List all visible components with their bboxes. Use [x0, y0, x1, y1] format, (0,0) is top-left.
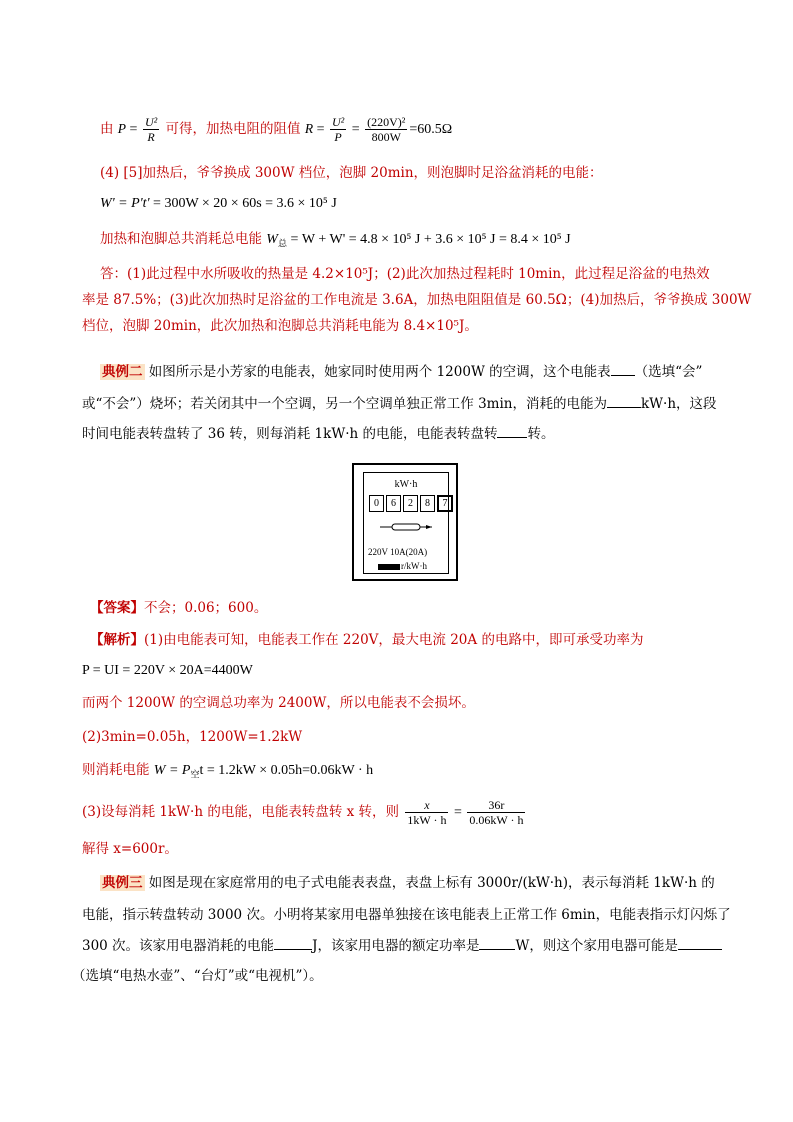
- example-2-line-1: [100, 361, 733, 382]
- analysis-line-5: [82, 760, 733, 785]
- rhs: = 300W × 20 × 60s = 3.6 × 10⁵ J: [153, 196, 337, 211]
- formula-resistance-line: [100, 112, 733, 146]
- text: 或“不会”）烧坏；若关闭其中一个空调，另一个空调单独正常工作 3min，消耗的电能为: [82, 396, 607, 412]
- numerator: (220V)²: [367, 115, 406, 129]
- meter-digit-decimal: 7: [437, 495, 453, 512]
- meter-digit: 6: [386, 495, 401, 512]
- analysis-line-6: [82, 794, 733, 830]
- subscript: 空: [190, 769, 200, 780]
- equals: =: [126, 122, 141, 137]
- numerator: U²: [144, 115, 158, 129]
- meter-digit: 0: [369, 495, 384, 512]
- meter-digit: 8: [420, 495, 435, 512]
- meter-spec: 220V 10A(20A): [368, 547, 428, 557]
- analysis-line-4: (2)3min=0.05h，1200W=1.2kW: [82, 729, 303, 745]
- answer-blank[interactable]: [479, 935, 515, 950]
- denominator: 0.06kW · h: [469, 813, 524, 827]
- var-r: R: [304, 121, 314, 136]
- text: J，该家用电器的额定功率是: [312, 938, 480, 954]
- example-3-line-1: [100, 873, 733, 893]
- fraction-values: [365, 115, 407, 144]
- total-energy-line: [100, 229, 733, 254]
- energy-equation-line: [100, 194, 733, 214]
- meter-digits: [369, 495, 455, 512]
- answer-label-line: [90, 598, 733, 618]
- answer-line-2: 率是 87.5%；(3)此次加热时足浴盆的工作电流是 3.6A，加热电阻阻值是 60.5Ω；(4)加热后，爷爷换成 300W: [82, 292, 752, 308]
- rev-unit: r/kW·h: [401, 561, 427, 571]
- formula: t = 1.2kW × 0.05h=0.06kW · h: [199, 763, 374, 778]
- analysis-line-3: 而两个 1200W 的空调总功率为 2400W，所以电能表不会损坏。: [82, 695, 475, 711]
- meter-unit-label: kW·h: [394, 479, 418, 490]
- fraction-36r: [467, 798, 525, 827]
- analysis-line-1: [90, 630, 733, 650]
- fraction-x: [405, 798, 448, 827]
- text: 转。: [527, 426, 555, 442]
- example-2-line-3: [82, 423, 733, 444]
- example-3-line-3: [82, 935, 733, 956]
- answer-blank[interactable]: [607, 393, 641, 408]
- text: (1)由电能表可知，电能表工作在 220V，最大电流 20A 的电路中，即可承受功率为: [144, 632, 644, 648]
- example-badge: 典例三: [102, 875, 143, 891]
- text: W，则这个家用电器可能是: [515, 938, 678, 954]
- equals: =: [348, 122, 364, 137]
- text: 如图所示是小芳家的电能表，她家同时使用两个 1200W 的空调，这个电能表: [148, 364, 611, 380]
- example-2-line-2: [82, 393, 733, 414]
- rotor-disc-icon: [380, 523, 432, 531]
- answer-blank[interactable]: [678, 935, 722, 950]
- denominator: P: [334, 130, 342, 144]
- text: （选填“会”: [634, 364, 703, 380]
- meter-digit: 2: [403, 495, 418, 512]
- fraction-u2-r: [143, 115, 159, 144]
- numerator: U²: [331, 115, 345, 129]
- electricity-meter-figure: [352, 463, 458, 581]
- text: 时间电能表转盘转了 36 转，则每消耗 1kW·h 的电能，电能表转盘转: [82, 426, 498, 442]
- example-3-line-4: （选填“电热水壶”、“台灯”或“电视机”）。: [72, 968, 323, 984]
- answer-blank[interactable]: [274, 935, 312, 950]
- answer-text: 不会；0.06；600。: [144, 600, 268, 616]
- text: 由: [100, 121, 114, 137]
- answer-line-3: 档位，泡脚 20min，此次加热和泡脚总共消耗电能为 8.4×10⁵J。: [82, 318, 478, 334]
- var-p: P: [117, 121, 127, 136]
- equals: =: [450, 805, 466, 820]
- text: kW·h，这段: [641, 396, 717, 412]
- var-w: W: [266, 232, 278, 247]
- meter-rev-label: [378, 561, 427, 571]
- analysis-label: 【解析】: [90, 632, 144, 648]
- result: =60.5Ω: [409, 122, 453, 137]
- numerator: x: [405, 798, 448, 813]
- analysis-line-2: P = UI = 220V × 20A=4400W: [82, 663, 253, 678]
- numerator: 36r: [467, 798, 525, 813]
- text: (3)设每消耗 1kW·h 的电能，电能表转盘转 x 转，则: [82, 804, 400, 820]
- text: 则消耗电能: [82, 762, 150, 778]
- example-badge: 典例二: [102, 364, 143, 380]
- equals: =: [313, 122, 328, 137]
- formula: W = P: [153, 763, 191, 778]
- lhs: W' = P't': [100, 196, 154, 211]
- answer-label: 【答案】: [90, 600, 144, 616]
- answer-blank[interactable]: [497, 423, 527, 438]
- rhs: = W + W' = 4.8 × 10⁵ J + 3.6 × 10⁵ J = 8.4 × 10⁵ J: [286, 232, 571, 247]
- redacted-box-icon: [378, 564, 400, 570]
- text: 可得，加热电阻的阻值: [165, 121, 301, 137]
- denominator: 1kW · h: [407, 813, 447, 827]
- example-3-line-2: 电能，指示转盘转动 3000 次。小明将某家用电器单独接在该电能表上正常工作 6min，电能表指示灯闪烁了: [82, 907, 731, 923]
- answer-blank[interactable]: [611, 361, 635, 376]
- denominator: R: [147, 130, 155, 144]
- text: 加热和泡脚总共消耗总电能: [100, 231, 262, 247]
- denominator: 800W: [371, 130, 401, 144]
- text: 如图是现在家庭常用的电子式电能表表盘，表盘上标有 3000r/(kW·h)，表示每消耗 1kW·h 的: [148, 875, 715, 891]
- meter-face: [363, 472, 449, 574]
- step-4-heading: (4) [5]加热后，爷爷换成 300W 档位，泡脚 20min，则泡脚时足浴盆消耗的电能：: [100, 165, 603, 181]
- answer-line-1: 答：(1)此过程中水所吸收的热量是 4.2×10⁵J；(2)此次加热过程耗时 10min，此过程足浴盆的电热效: [100, 266, 710, 282]
- text: 300 次。该家用电器消耗的电能: [82, 938, 275, 954]
- analysis-line-7: 解得 x=600r。: [82, 841, 178, 857]
- subscript: 总: [277, 238, 287, 249]
- fraction-u2-p: [330, 115, 346, 144]
